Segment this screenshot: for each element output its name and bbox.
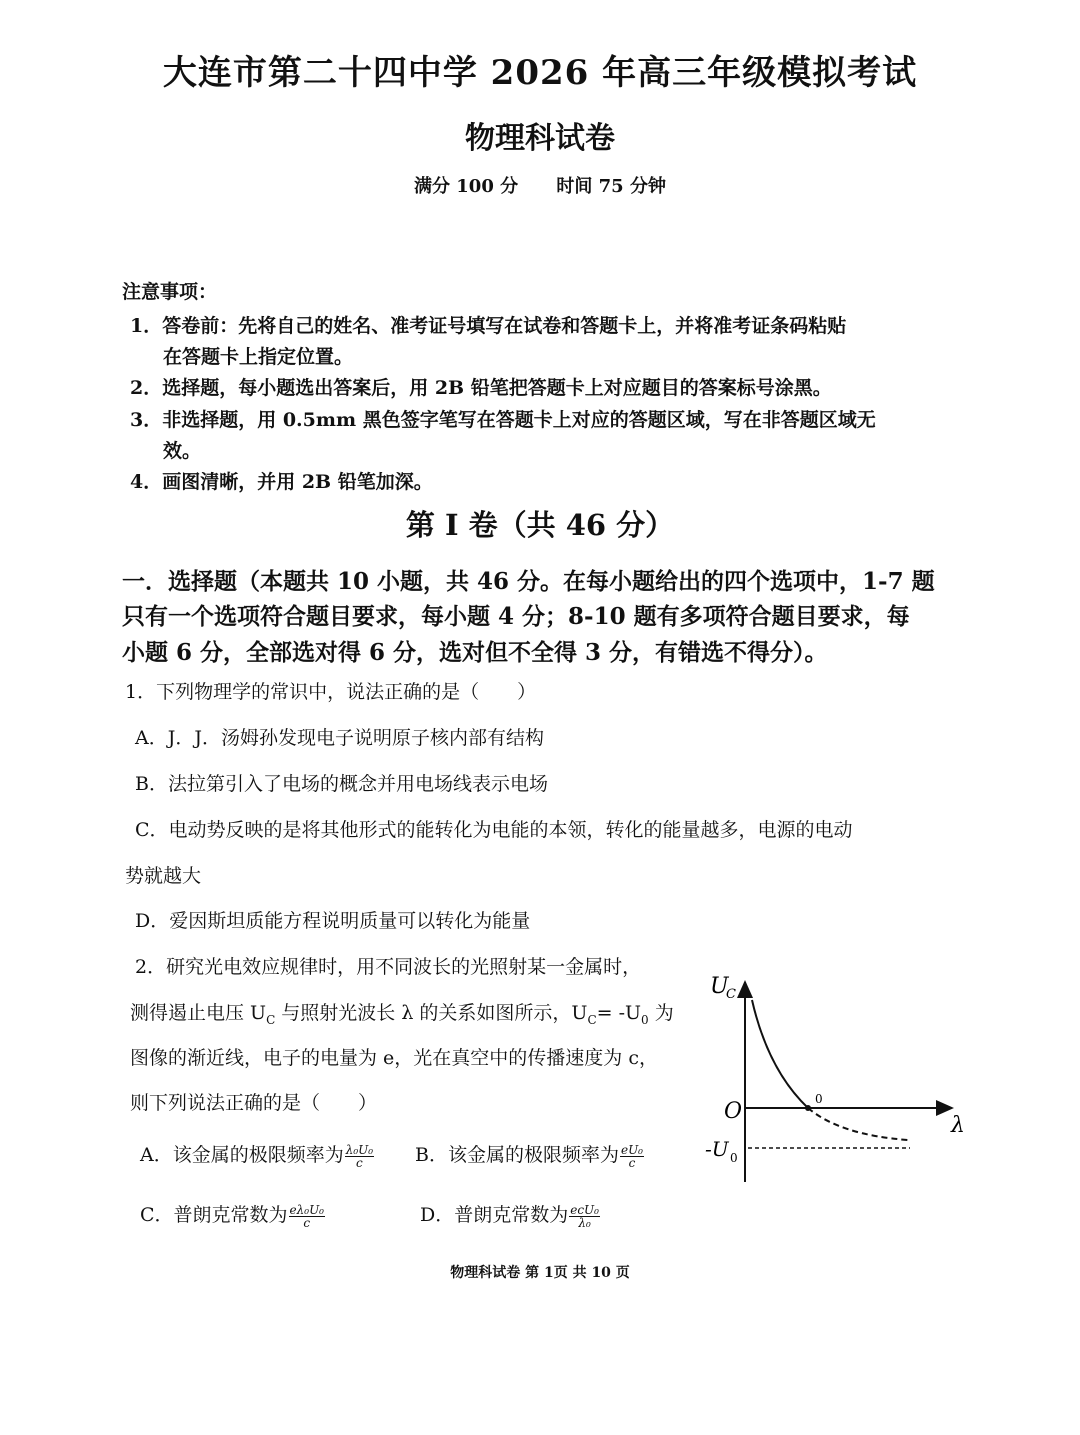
q2-option-b-fraction: [620, 1144, 644, 1169]
q2-option-a: [140, 1140, 374, 1169]
exam-subtitle: 物理科试卷: [465, 121, 615, 156]
q2-stem-2: [130, 998, 674, 1027]
notice-item-2: 2．选择题，每小题选出答案后，用 2B 铅笔把答题卡上对应题目的答案标号涂黑。: [130, 377, 832, 399]
q2-option-b-text: B．该金属的极限频率为: [415, 1144, 619, 1166]
section-instructions-1: 一．选择题（本题共 10 小题，共 46 分。在每小题给出的四个选项中，1-7 题: [122, 568, 935, 595]
origin-label: O: [724, 1099, 743, 1124]
q2-stem-2-c: = -U: [596, 1002, 642, 1024]
q2-option-c-fraction: [289, 1204, 325, 1229]
q1-option-a: A．J．J．汤姆孙发现电子说明原子核内部有结构: [135, 727, 544, 749]
notice-item-1: 1．答卷前：先将自己的姓名、准考证号填写在试卷和答题卡上，并将准考证条码粘贴: [130, 315, 847, 337]
curve-solid: [752, 1000, 808, 1108]
curve-dashed: [808, 1108, 908, 1140]
q2-stem-2-d: 为: [648, 1002, 674, 1024]
q2-option-a-text: A．该金属的极限频率为: [140, 1144, 344, 1166]
intercept-label: 0: [815, 1092, 823, 1106]
q2-stem-3: 图像的渐近线，电子的电量为 e，光在真空中的传播速度为 c，: [130, 1047, 658, 1069]
page-footer: 物理科试卷 第 1页 共 10 页: [450, 1265, 630, 1281]
q2-stem-1: 2．研究光电效应规律时，用不同波长的光照射某一金属时，: [135, 956, 642, 978]
exam-meta: [0, 172, 1080, 198]
q1-option-b: B．法拉第引入了电场的概念并用电场线表示电场: [135, 773, 548, 795]
q2-option-c-num: eλ₀U₀: [289, 1202, 324, 1217]
q2-option-b-num: eU₀: [620, 1142, 643, 1157]
q2-option-b-den: c: [628, 1155, 636, 1170]
q2-option-d: [420, 1200, 600, 1229]
q2-sub-c: C: [266, 1012, 276, 1027]
q1-option-d: D．爱因斯坦质能方程说明质量可以转化为能量: [135, 910, 531, 932]
uc-lambda-graph: [690, 960, 980, 1190]
q2-sub-0: 0: [641, 1012, 649, 1027]
q2-sub-c-2: C: [587, 1012, 597, 1027]
section-title: 第 I 卷（共 46 分）: [405, 508, 675, 542]
q1-option-c-cont: 势就越大: [125, 865, 202, 887]
q1-stem: 1．下列物理学的常识中，说法正确的是（ ）: [125, 681, 537, 703]
notice-heading: 注意事项：: [122, 281, 218, 303]
exam-title: 大连市第二十四中学 2026 年高三年级模拟考试: [162, 53, 918, 93]
q2-option-c-den: c: [303, 1215, 311, 1230]
q2-option-a-num: λ₀U₀: [345, 1142, 374, 1157]
q2-option-d-num: ecU₀: [570, 1202, 599, 1217]
q2-option-a-fraction: [345, 1144, 374, 1169]
exam-time: 时间 75 分钟: [556, 176, 666, 197]
neg-u0-label: -U: [705, 1137, 729, 1161]
q2-option-d-den: λ₀: [578, 1215, 591, 1230]
q2-option-c-text: C．普朗克常数为: [140, 1204, 288, 1226]
notice-item-3-cont: 效。: [163, 440, 202, 462]
intercept-point: [805, 1105, 811, 1111]
notice-item-1-cont: 在答题卡上指定位置。: [163, 346, 354, 368]
q2-stem-2-a: 测得遏止电压 U: [130, 1002, 267, 1024]
x-axis-label: λ: [951, 1113, 965, 1138]
q2-option-a-den: c: [356, 1155, 363, 1170]
y-axis-label-sub: C: [726, 987, 736, 1002]
q2-option-c: [140, 1200, 325, 1229]
neg-u0-sub: 0: [730, 1151, 738, 1165]
section-instructions-2: 只有一个选项符合题目要求，每小题 4 分；8-10 题有多项符合题目要求，每: [122, 603, 910, 630]
section-instructions-3: 小题 6 分，全部选对得 6 分，选对但不全得 3 分，有错选不得分）。: [122, 639, 828, 666]
y-axis-label: U: [710, 974, 729, 999]
q2-stem-2-b: 与照射光波长 λ 的关系如图所示，U: [275, 1002, 588, 1024]
q1-option-c: C．电动势反映的是将其他形式的能转化为电能的本领，转化的能量越多，电源的电动: [135, 819, 853, 841]
q2-option-d-text: D．普朗克常数为: [420, 1204, 569, 1226]
notice-item-3: 3．非选择题，用 0.5mm 黑色签字笔写在答题卡上对应的答题区域，写在非答题区域无: [130, 409, 876, 431]
full-score: 满分 100 分: [414, 176, 519, 197]
q2-option-d-fraction: [569, 1204, 600, 1229]
notice-item-4: 4．画图清晰，并用 2B 铅笔加深。: [130, 471, 433, 493]
q2-stem-4: 则下列说法正确的是（ ）: [130, 1092, 378, 1114]
q2-option-b: [415, 1140, 644, 1169]
